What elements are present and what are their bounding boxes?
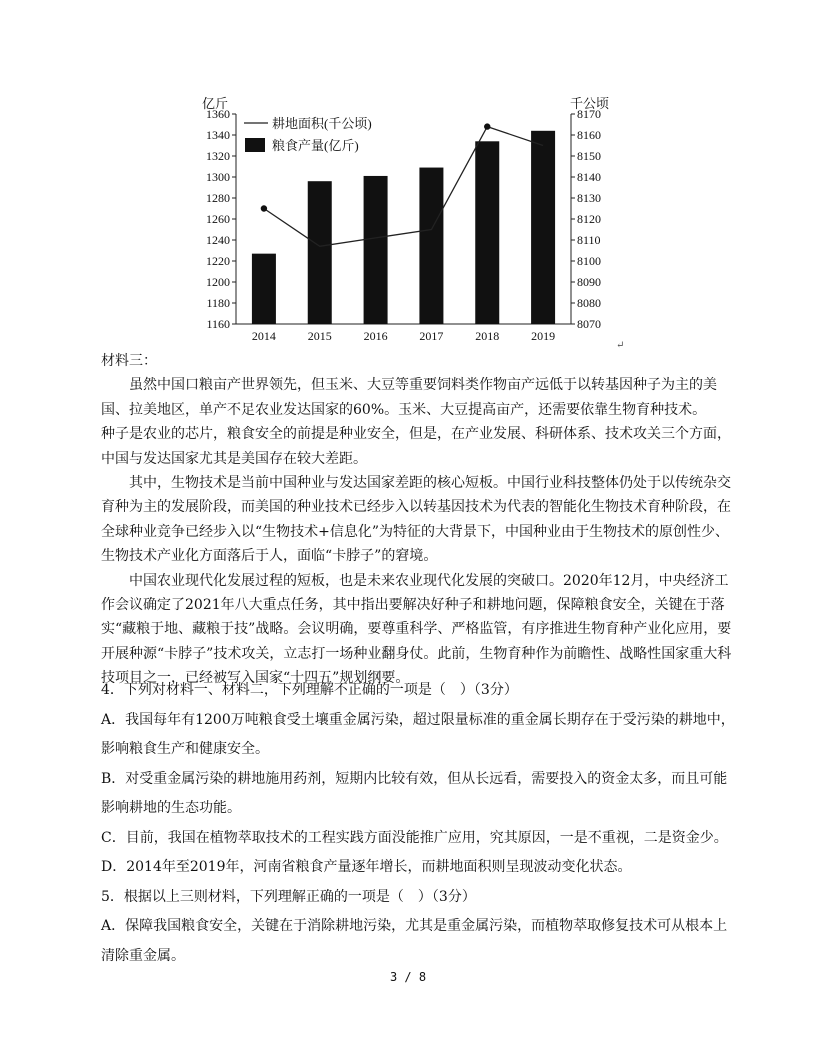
right-tick-label: 8110 — [577, 233, 601, 247]
left-tick-label: 1280 — [206, 191, 230, 205]
left-tick-label: 1240 — [206, 233, 230, 247]
x-label-2019: 2019 — [531, 329, 556, 343]
paragraph-2: 种子是农业的芯片，粮食安全的前提是种业安全，但是，在产业发展、科研体系、技术攻关三个方面，中国与发达国家尤其是美国存在较大差距。 — [101, 426, 731, 467]
x-label-2014: 2014 — [251, 329, 276, 343]
area-point-2014 — [261, 205, 267, 211]
left-tick-label: 1220 — [206, 254, 230, 268]
left-tick-label: 1360 — [206, 107, 230, 121]
left-axis — [206, 107, 236, 331]
page-number: 3 / 8 — [389, 970, 427, 984]
page-body — [101, 349, 741, 691]
left-tick-label: 1320 — [206, 149, 230, 163]
left-tick-label: 1200 — [206, 275, 230, 289]
paragraph-1: 虽然中国口粮亩产世界领先，但玉米、大豆等重要饲料类作物亩产远低于以转基因种子为主的美国、拉美地区，单产不足农业发达国家的60%。玉米、大豆提高亩产，还需要依靠生物育种技术。 — [101, 377, 717, 418]
question-4-option-a: A．我国每年有1200万吨粮食受土壤重金属污染，超过限量标准的重金属长期存在于受污染的耕地中，影响粮食生产和健康安全。 — [101, 711, 735, 757]
legend-bar-swatch — [245, 138, 265, 152]
area-point-2018 — [484, 123, 490, 129]
right-tick-label: 8070 — [577, 317, 601, 331]
grain-farmland-chart — [190, 92, 630, 350]
question-5-option-a: A．保障我国粮食安全，关键在于消除耕地污染，尤其是重金属污染，而植物萃取修复技术可从根本上清除重金属。 — [101, 918, 728, 964]
right-tick-label: 8130 — [577, 191, 601, 205]
right-tick-label: 8140 — [577, 170, 601, 184]
x-label-2017: 2017 — [419, 329, 444, 343]
corner-mark-icon: ↵ — [616, 340, 625, 351]
left-axis-unit: 亿斤 — [202, 96, 229, 111]
right-axis-unit: 千公顷 — [570, 96, 610, 111]
legend-label-area: 耕地面积(千公顷) — [272, 116, 372, 131]
right-axis — [571, 107, 601, 331]
bar-2018 — [475, 141, 499, 324]
question-4-option-c: C．目前，我国在植物萃取技术的工程实践方面没能推广应用，究其原因，一是不重视，二是资金少。 — [101, 829, 728, 846]
material-title: 材料三： — [101, 353, 157, 369]
right-tick-label: 8150 — [577, 149, 601, 163]
left-tick-label: 1160 — [206, 317, 230, 331]
right-tick-label: 8160 — [577, 128, 601, 142]
bar-2015 — [308, 181, 332, 324]
right-tick-label: 8100 — [577, 254, 601, 268]
left-tick-label: 1340 — [206, 128, 230, 142]
question-4-option-b: B．对受重金属污染的耕地施用药剂，短期内比较有效，但从长远看，需要投入的资金太多，而且可能影响耕地的生态功能。 — [101, 770, 728, 816]
question-4-stem: 4．下列对材料一、材料二，下列理解不正确的一项是（ ）（3分） — [101, 682, 518, 698]
bar-2016 — [364, 176, 388, 324]
right-tick-label: 8170 — [577, 107, 601, 121]
chart-legend — [244, 116, 372, 153]
bar-2014 — [252, 254, 276, 324]
left-tick-label: 1260 — [206, 212, 230, 226]
question-5-stem: 5．根据以上三则材料，下列理解正确的一项是（ ）（3分） — [101, 888, 476, 905]
grain-output-bars — [252, 131, 555, 324]
x-label-2016: 2016 — [363, 329, 388, 343]
x-label-2015: 2015 — [307, 329, 332, 343]
right-tick-label: 8090 — [577, 275, 601, 289]
legend-label-output: 粮食产量(亿斤) — [272, 138, 359, 153]
bar-2019 — [531, 131, 555, 324]
questions — [101, 676, 741, 971]
left-tick-label: 1300 — [206, 170, 230, 184]
left-tick-label: 1180 — [206, 296, 230, 310]
x-axis-labels — [252, 329, 555, 343]
x-label-2018: 2018 — [475, 329, 500, 343]
paragraph-4: 中国农业现代化发展过程的短板，也是未来农业现代化发展的突破口。2020年12月，中央经济工作会议确定了2021年八大重点任务，其中指出要解决好种子和耕地问题，保障粮食安全，关键在于落实“藏粮于地、藏粮于技”战略。会议明确，要尊重科学、严格监管，有序推进生物育种产业化应用，要开展种源“卡脖子”技术攻关，立志打一场种业翻身仗。此前，生物育种作为前瞻性、战略性国家重大科技项目之一，已经被写入国家“十四五”规划纲要。 — [101, 572, 732, 687]
paragraph-3: 其中，生物技术是当前中国种业与发达国家差距的核心短板。中国行业科技整体仍处于以传统杂交育种为主的发展阶段，而美国的种业技术已经步入以转基因技术为代表的智能化生物技术育种阶段，在全球种业竞争已经步入以“生物技术+信息化”为特征的大背景下，中国种业由于生物技术的原创性少、生物技术产业化方面落后于人，面临“卡脖子”的窘境。 — [101, 475, 731, 565]
bar-2017 — [419, 168, 443, 324]
right-tick-label: 8080 — [577, 296, 601, 310]
question-4-option-d: D．2014年至2019年，河南省粮食产量逐年增长，而耕地面积则呈现波动变化状态。 — [101, 859, 632, 875]
right-tick-label: 8120 — [577, 212, 601, 226]
